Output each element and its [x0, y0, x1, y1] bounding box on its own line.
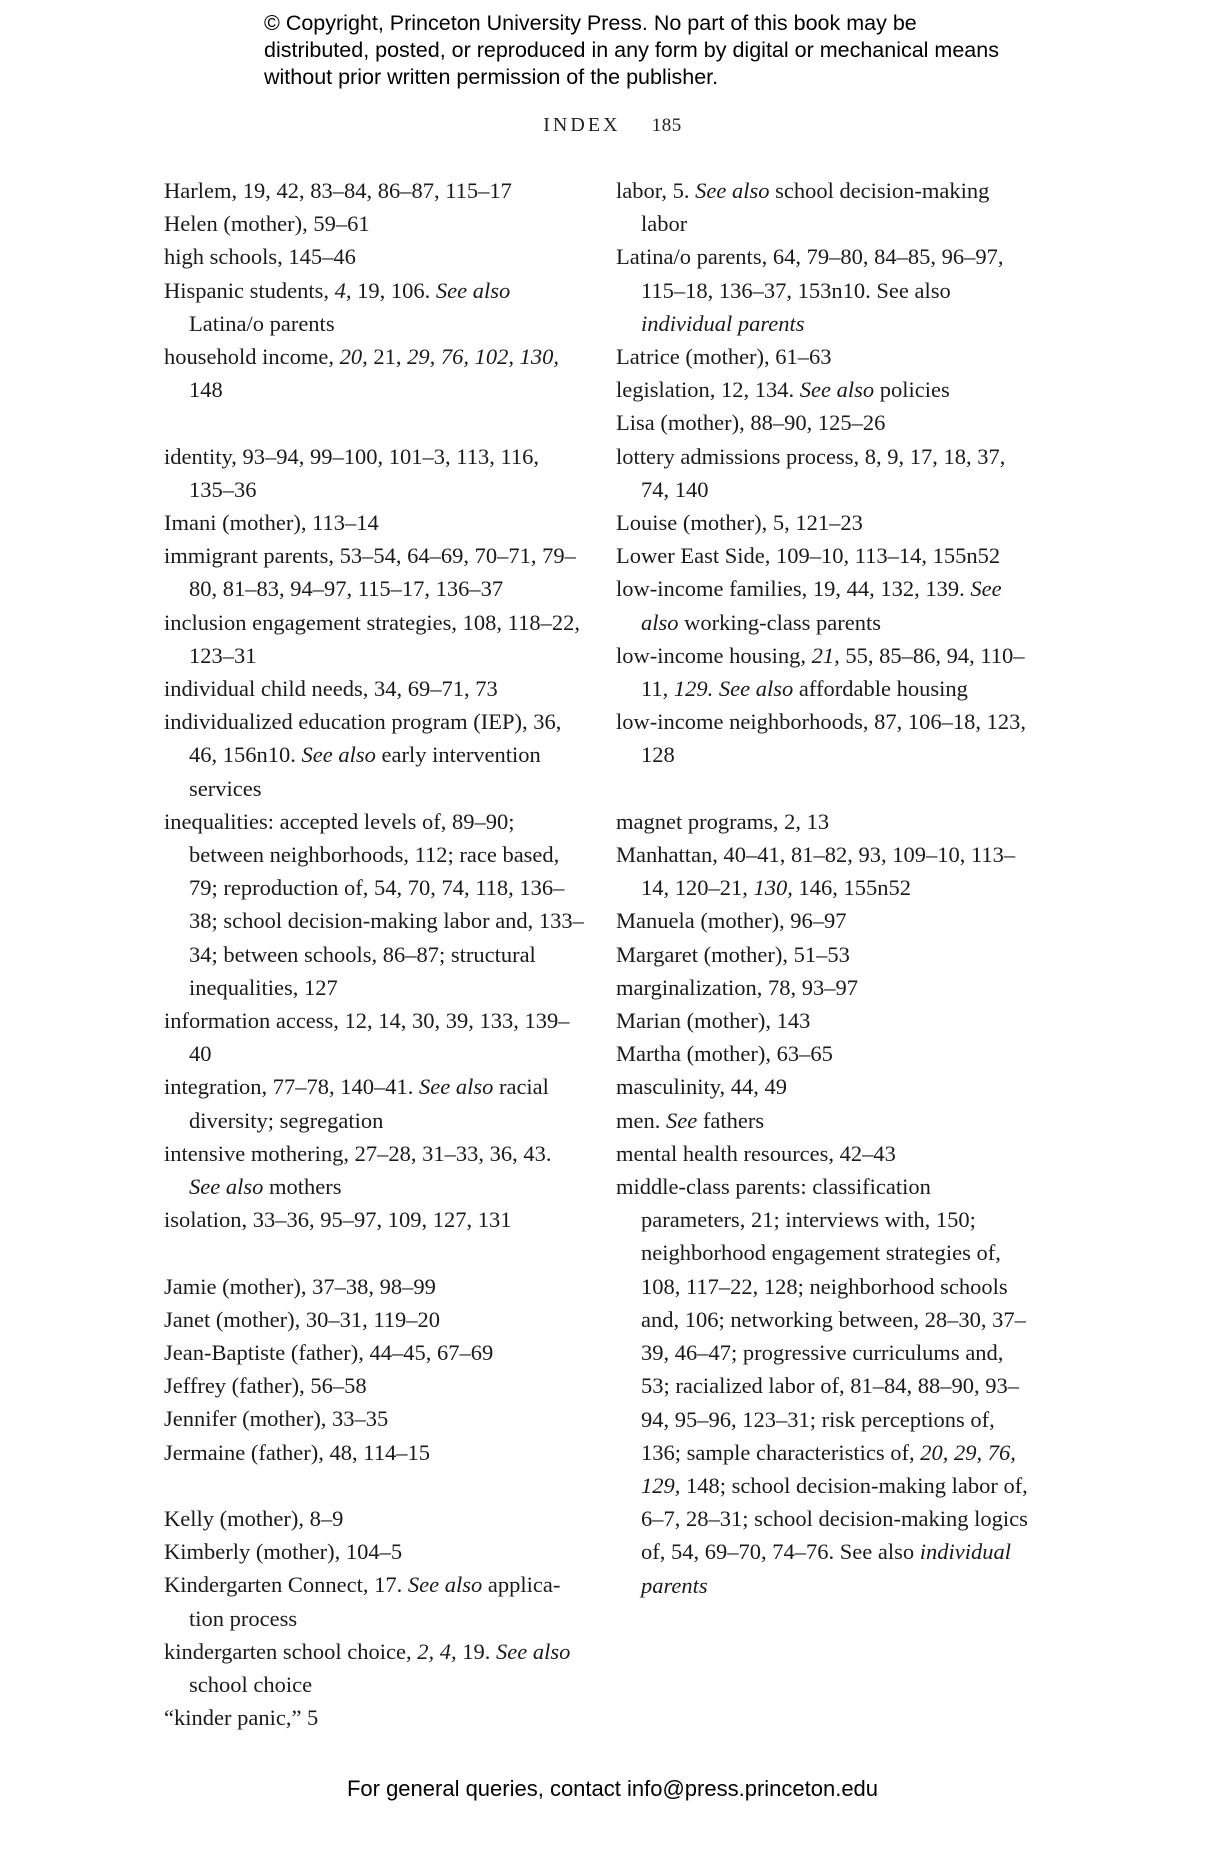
index-entry	[616, 1104, 1031, 1137]
index-entry	[164, 1535, 584, 1568]
index-entry-text: Hispanic students,	[164, 277, 335, 303]
index-entry-text: Janet (mother), 30–31, 119–20	[164, 1306, 440, 1332]
index-entry-text: racial diversity; segregation	[189, 1074, 549, 1133]
index-entry-text: 55, 85–86, 94, 110–11,	[641, 642, 1025, 702]
index-entry	[616, 174, 1031, 240]
index-entry	[616, 440, 1031, 506]
index-entry-text: Harlem, 19, 42, 83–84, 86–87, 115–17	[164, 178, 512, 203]
index-entry	[164, 1635, 584, 1701]
index-entry	[616, 838, 1031, 904]
index-entry-text: individualized education program (IEP), 36, 46, 156n10.	[164, 709, 562, 768]
index-entry-text: low-income neighborhoods, 87, 106–18, 123, 128	[616, 709, 1026, 768]
index-entry-text: Margaret (mother), 51–53	[616, 941, 850, 967]
index-entry-text: policies	[874, 377, 950, 403]
index-entry-text: Martha (mother), 63–65	[616, 1041, 833, 1067]
index-entry-text: Lisa (mother), 88–90, 125–26	[616, 410, 886, 436]
index-entry-italic-text: See	[666, 1107, 698, 1133]
page-number: 185	[651, 115, 682, 136]
index-entry-text: legislation, 12, 134.	[616, 377, 800, 403]
index-entry	[164, 705, 584, 805]
index-entry-text: Lower East Side, 109–10, 113–14, 155n52	[616, 543, 1001, 569]
index-entry	[164, 1701, 584, 1734]
index-entry-italic-text: See also	[718, 676, 794, 702]
index-entry-text: low-income families, 19, 44, 132, 139.	[616, 576, 971, 602]
index-entry-text: “kinder panic,” 5	[164, 1705, 319, 1731]
index-entry-italic-text: individual parents	[641, 1539, 1011, 1598]
index-entry	[616, 240, 1031, 340]
index-entry-italic-text: See also	[435, 277, 511, 303]
index-entry	[164, 506, 584, 539]
index-entry-text: low-income housing,	[616, 642, 812, 668]
index-entry	[164, 606, 584, 672]
index-entry-italic-text: See also	[496, 1638, 571, 1664]
index-entry-text: 148	[189, 377, 223, 403]
index-entry-text: Imani (mother), 113–14	[164, 510, 379, 536]
index-entry-text: Latina/o parents	[189, 310, 335, 336]
section-title: INDEX	[543, 114, 621, 136]
index-entry	[164, 1137, 584, 1203]
index-entry	[616, 904, 1031, 937]
index-column-right	[616, 174, 1031, 1602]
index-entry	[616, 1137, 1031, 1170]
index-entry	[164, 240, 584, 273]
index-entry-italic-text: 130,	[753, 875, 793, 901]
index-entry	[616, 406, 1031, 439]
index-entry-italic-text: See also	[799, 377, 875, 403]
index-entry-text: intensive mothering, 27–28, 31–33, 36, 43.	[164, 1140, 552, 1166]
index-entry	[164, 1203, 584, 1236]
index-entry-text: Manhattan, 40–41, 81–82, 93, 109–10, 113–14, 120–21,	[616, 842, 1016, 901]
index-entry	[164, 1502, 584, 1535]
index-entry-text: household income,	[164, 344, 340, 370]
index-entry-text: identity, 93–94, 99–100, 101–3, 113, 116, 135–36	[164, 443, 539, 502]
index-entry-text: Jeffrey (father), 56–58	[164, 1373, 367, 1399]
index-entry-italic-text: 20, 29, 76, 129,	[641, 1439, 1016, 1498]
index-entry	[616, 938, 1031, 971]
index-entry	[616, 1037, 1031, 1070]
index-entry-text: kindergarten school choice,	[164, 1638, 418, 1664]
index-entry-text: information access, 12, 14, 30, 39, 133, 139–40	[164, 1008, 570, 1067]
index-entry-text: school choice	[189, 1672, 313, 1698]
index-entry-text: labor, 5.	[616, 178, 696, 203]
index-entry-text: Helen (mother), 59–61	[164, 211, 370, 237]
index-entry-italic-text: See also	[407, 1572, 483, 1598]
index-entry-italic-text: See also	[189, 1174, 264, 1200]
index-entry	[616, 1170, 1031, 1602]
contact-footer: For general queries, contact info@press.princeton.edu	[346, 1776, 879, 1801]
index-entry-text: fathers	[697, 1107, 765, 1133]
index-entry	[164, 672, 584, 705]
index-entry-text: integration, 77–78, 140–41.	[164, 1074, 419, 1100]
index-entry	[164, 1568, 584, 1634]
index-entry-italic-text: 20,	[339, 344, 368, 370]
index-entry-text: 19, 106.	[351, 277, 436, 303]
index-entry	[164, 1336, 584, 1369]
index-entry-text: school decision-making labor	[641, 178, 990, 237]
index-entry-italic-text: See also	[695, 178, 770, 203]
index-entry	[616, 373, 1031, 406]
index-entry	[164, 1070, 584, 1136]
index-entry-italic-text: 4,	[334, 277, 352, 303]
index-entry-text: isolation, 33–36, 95–97, 109, 127, 131	[164, 1207, 512, 1233]
index-entry-text: Kindergarten Connect, 17.	[164, 1572, 408, 1598]
index-entry-text: Jermaine (father), 48, 114–15	[164, 1439, 430, 1465]
index-entry-text: affordable housing	[793, 676, 968, 702]
index-entry-text: early intervention services	[189, 742, 541, 801]
index-entry-italic-text: See also	[641, 576, 1002, 635]
index-entry-text: working-class parents	[678, 609, 881, 635]
index-entry-text: Latina/o parents, 64, 79–80, 84–85, 96–97, 115–18, 136–37, 153n10. See also	[616, 244, 1004, 303]
index-entry-text: 146, 155n52	[792, 875, 911, 901]
index-entry-italic-text: 21,	[811, 642, 840, 668]
index-entry	[616, 1004, 1031, 1037]
index-entry	[616, 572, 1031, 638]
index-entry-text: Louise (mother), 5, 121–23	[616, 510, 863, 536]
letter-group-gap	[164, 1236, 584, 1269]
index-entry	[164, 207, 584, 240]
index-entry	[164, 805, 584, 1004]
index-entry	[616, 639, 1031, 705]
index-entry	[164, 440, 584, 506]
index-entry-text: inclusion engagement strategies, 108, 118–22, 123–31	[164, 609, 580, 668]
index-entry	[164, 1004, 584, 1070]
index-entry	[164, 274, 584, 340]
index-entry	[164, 174, 584, 207]
index-entry	[616, 971, 1031, 1004]
index-entry-text: mothers	[263, 1174, 342, 1200]
index-entry	[164, 1402, 584, 1435]
index-entry-text: Latrice (mother), 61–63	[616, 344, 832, 370]
index-entry-text: high schools, 145–46	[164, 244, 356, 270]
index-entry	[164, 1369, 584, 1402]
index-entry-text: Jennifer (mother), 33–35	[164, 1406, 389, 1432]
index-entry	[616, 705, 1031, 771]
index-entry	[164, 1303, 584, 1336]
index-entry-text: 21,	[367, 344, 408, 370]
index-entry	[616, 539, 1031, 572]
index-entry-text: magnet programs, 2, 13	[616, 808, 830, 834]
index-entry-text: men.	[616, 1107, 666, 1133]
letter-group-gap	[616, 772, 1031, 805]
index-entry-text: 148; school decision-making labor of, 6–7, 28–31; school decision-making logics of, 54, 69–70, 74–76. See also	[641, 1472, 1028, 1565]
index-entry-text: Kimberly (mother), 104–5	[164, 1539, 403, 1565]
index-entry	[164, 1270, 584, 1303]
index-entry-text: 19.	[456, 1638, 496, 1664]
index-entry	[164, 539, 584, 605]
index-entry-text: marginalization, 78, 93–97	[616, 974, 859, 1000]
index-entry	[616, 340, 1031, 373]
index-entry-italic-text: 2, 4,	[417, 1638, 457, 1664]
index-entry	[616, 805, 1031, 838]
index-entry-text: Manuela (mother), 96–97	[616, 908, 847, 934]
letter-group-gap	[164, 1469, 584, 1502]
index-entry-text: masculinity, 44, 49	[616, 1074, 788, 1100]
index-column-left	[164, 174, 584, 1735]
index-entry-text: Marian (mother), 143	[616, 1008, 811, 1034]
index-entry-text: middle-class parents: classification parameters, 21; interviews with, 150; neighborhood engagement strategies of, 108, 117–22, 128; neighborhood schools and, 106; networking between, 28–30, 37–39, 46–47; progressive curriculums and, 53; racialized labor of, 81–84, 88–90, 93–94, 95–96, 123–31; risk perceptions of, 136; sample characteristics of,	[616, 1174, 1026, 1465]
index-entry	[616, 506, 1031, 539]
letter-group-gap	[164, 406, 584, 439]
index-entry-text: applica-tion process	[189, 1572, 561, 1631]
index-entry-italic-text: individual parents	[641, 310, 805, 336]
index-entry-italic-text: 129.	[673, 676, 714, 702]
index-entry-text: Kelly (mother), 8–9	[164, 1506, 344, 1532]
index-entry-text: mental health resources, 42–43	[616, 1140, 896, 1166]
index-entry-text: immigrant parents, 53–54, 64–69, 70–71, 79–80, 81–83, 94–97, 115–17, 136–37	[164, 543, 576, 602]
index-entry	[164, 340, 584, 406]
index-entry-text: Jean-Baptiste (father), 44–45, 67–69	[164, 1340, 494, 1366]
index-entry-italic-text: See also	[418, 1074, 494, 1100]
index-entry	[164, 1436, 584, 1469]
index-entry-text: inequalities: accepted levels of, 89–90; between neighborhoods, 112; race based, 79; reproduction of, 54, 70, 74, 118, 136–38; school decision-making labor and, 133–34; between schools, 86–87; structural inequalities, 127	[164, 808, 584, 1000]
index-entry-italic-text: See also	[301, 742, 376, 768]
index-entry-italic-text: 29, 76, 102, 130,	[407, 344, 559, 370]
copyright-notice: © Copyright, Princeton University Press. No part of this book may be distributed, posted, or reproduced in any form by digital or mechanical means without prior written permission of the publisher.	[264, 11, 999, 89]
index-entry-text: individual child needs, 34, 69–71, 73	[164, 676, 498, 702]
index-entry	[616, 1070, 1031, 1103]
running-head	[0, 114, 1225, 137]
index-entry-text: Jamie (mother), 37–38, 98–99	[164, 1273, 436, 1299]
index-entry-text: lottery admissions process, 8, 9, 17, 18, 37, 74, 140	[616, 443, 1006, 502]
